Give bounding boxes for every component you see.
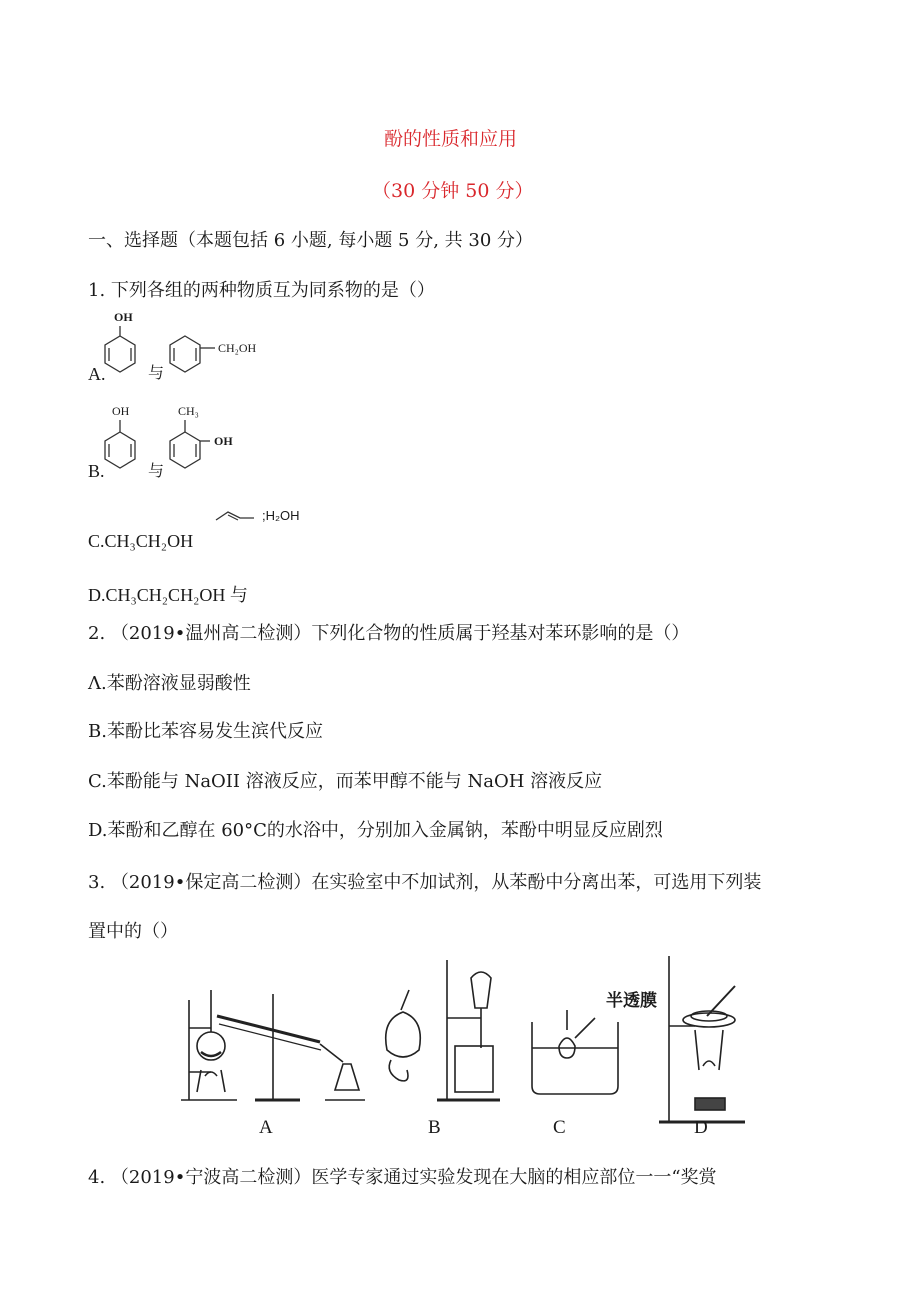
figure-label-b: B — [428, 1117, 441, 1138]
question-3-stem-line1: 3. （2019•保定高二检测）在实验室中不加试剂，从苯酚中分离出苯，可选用下列装 — [88, 872, 762, 893]
option-b-oh: OH — [112, 404, 130, 418]
option-a-label: A. — [88, 364, 106, 384]
option-b-oh2: OH — [214, 434, 233, 448]
time-score: （30 分钟 50 分） — [372, 180, 534, 202]
option-a-ch2oh: CH₂OH — [218, 341, 257, 355]
option-a-oh: OH — [114, 310, 133, 324]
apparatus-figure — [175, 950, 765, 1135]
option-a-yu: 与 — [148, 365, 165, 382]
question-2-option-c: C.苯酚能与 NaOII 溶液反应，而苯甲醇不能与 NaOH 溶液反应 — [88, 771, 603, 792]
page-title: 酚的性质和应用 — [384, 128, 518, 150]
question-2-option-b: B.苯酚比苯容易发生滨代反应 — [88, 721, 323, 742]
question-4-stem: 4. （2019•宁波高二检测）医学专家通过实验发现在大脑的相应部位一一“奖赏 — [88, 1167, 717, 1188]
question-1-stem: 1. 下列各组的两种物质互为同系物的是（） — [88, 280, 435, 301]
membrane-label: 半透膜 — [606, 991, 657, 1011]
option-c-text: C.CH₃CH₂OH — [88, 531, 194, 551]
section-heading: 一、选择题（本题包括 6 小题, 每小题 5 分, 共 30 分） — [88, 230, 534, 251]
option-d-text: D.CH₃CH₂CH₂OH 与 — [88, 585, 248, 605]
option-b-ch3: CH₃ — [178, 404, 199, 418]
option-b-label: B. — [88, 461, 105, 481]
option-c-fragment-text: ;H₂OH — [262, 508, 300, 523]
question-2-stem: 2. （2019•温州高二检测）下列化合物的性质属于羟基对苯环影响的是（） — [88, 623, 690, 644]
figure-label-c: C — [553, 1117, 566, 1138]
option-b-yu: 与 — [148, 463, 165, 480]
figure-label-d: D — [694, 1117, 708, 1138]
question-3-stem-line2: 置中的（） — [88, 921, 178, 942]
question-2-option-d: D.苯酚和乙醇在 60°C的水浴中，分别加入金属钠，苯酚中明显反应剧烈 — [88, 820, 663, 841]
figure-label-a: A — [259, 1117, 273, 1138]
question-2-option-a: Λ.苯酚溶液显弱酸性 — [88, 673, 251, 694]
